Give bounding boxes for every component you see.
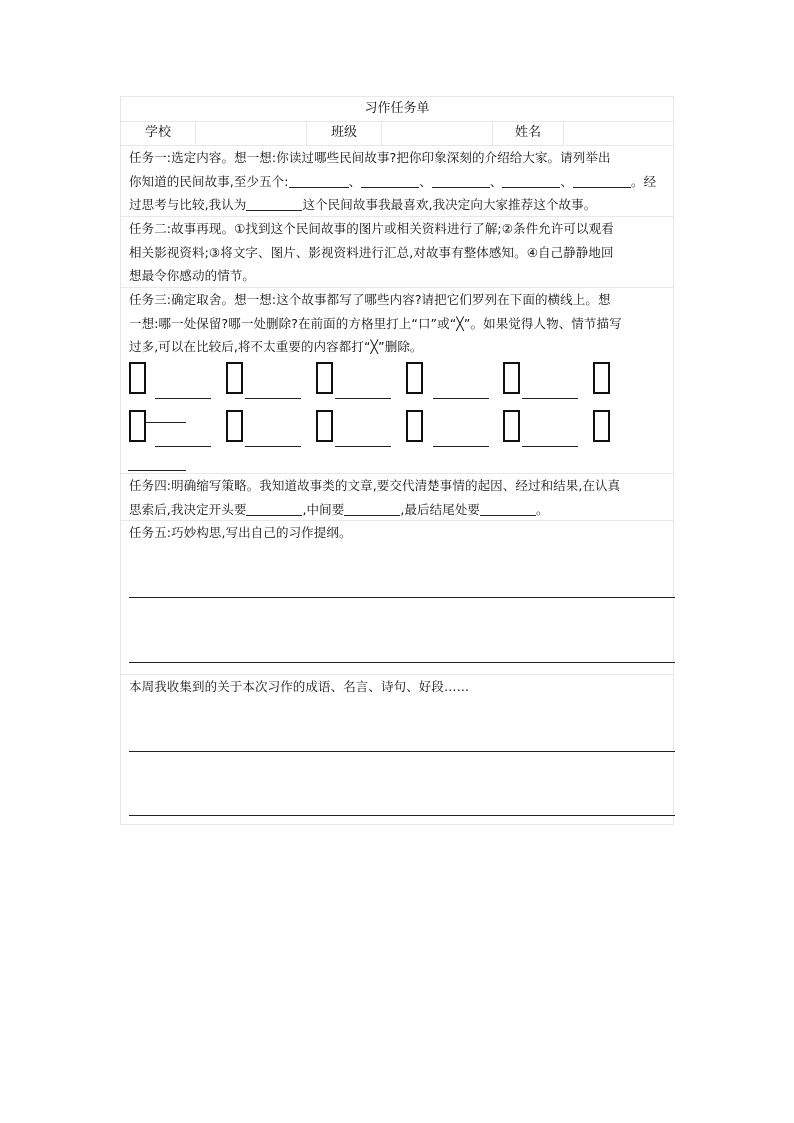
- collection-line1: 本周我收集到的关于本次习作的成语、名言、诗句、好段……: [129, 679, 470, 694]
- content-line[interactable]: [522, 398, 578, 399]
- task2-line2: 相关影视资料;③将文字、图片、影视资料进行汇总,对故事有整体感知。④自己静静地回: [129, 244, 614, 260]
- checkbox[interactable]: [226, 362, 243, 394]
- separator: 、: [419, 173, 432, 189]
- content-line[interactable]: [245, 398, 301, 399]
- content-line[interactable]: [245, 446, 301, 447]
- content-line[interactable]: [335, 398, 391, 399]
- checkbox[interactable]: [316, 410, 333, 442]
- task3-line1: 任务三:确定取舍。想一想:这个故事都写了哪些内容?请把它们罗列在下面的横线上。想: [129, 292, 611, 307]
- content-line[interactable]: [433, 446, 489, 447]
- content-line[interactable]: [146, 422, 186, 423]
- content-line[interactable]: [335, 446, 391, 447]
- task3-section: [129, 288, 669, 359]
- checkbox[interactable]: [593, 362, 610, 394]
- checkbox[interactable]: [406, 362, 423, 394]
- task2-section: [129, 217, 669, 288]
- checkbox[interactable]: [316, 362, 333, 394]
- checkbox[interactable]: [226, 410, 243, 442]
- task2-line3: 想最令你感动的情节。: [129, 268, 256, 283]
- task1-line1: 任务一:选定内容。想一想:你读过哪些民间故事?把你印象深刻的介绍给大家。请列举出: [129, 150, 611, 165]
- class-label: 班级: [330, 125, 357, 140]
- checkbox[interactable]: [129, 362, 146, 394]
- worksheet-title: 习作任务单: [364, 101, 430, 116]
- task4-middle-prompt: ,中间要: [302, 501, 345, 517]
- task4-line2: [129, 498, 669, 522]
- story-blank-2[interactable]: [361, 173, 419, 188]
- task1-line-end: 。经: [631, 173, 657, 189]
- name-label: 姓名: [514, 125, 541, 140]
- school-field[interactable]: [196, 121, 306, 145]
- checkbox[interactable]: [406, 410, 423, 442]
- story-blank-1[interactable]: [289, 173, 349, 188]
- content-line[interactable]: [128, 470, 186, 471]
- writing-line[interactable]: [129, 751, 675, 752]
- opening-blank[interactable]: [246, 501, 302, 516]
- task4-line-end: 。: [536, 501, 549, 517]
- task4-opening-prompt: 思索后,我决定开头要: [129, 501, 247, 517]
- task5-line1: 任务五:巧妙构思,写出自己的习作提纲。: [129, 525, 352, 540]
- writing-line[interactable]: [129, 597, 675, 598]
- task3-line2: 一想:哪一处保留?哪一处删除?在前面的方格里打上“口”或“╳”。如果觉得人物、情节描写: [129, 315, 622, 331]
- content-line[interactable]: [155, 446, 211, 447]
- content-line[interactable]: [155, 398, 211, 399]
- checkbox[interactable]: [129, 410, 146, 442]
- middle-blank[interactable]: [344, 501, 400, 516]
- task1-choice-end: 这个民间故事我最喜欢,我决定向大家推荐这个故事。: [302, 197, 597, 212]
- story-blank-4[interactable]: [502, 173, 560, 188]
- checkbox[interactable]: [503, 410, 520, 442]
- writing-line[interactable]: [129, 662, 675, 663]
- ending-blank[interactable]: [480, 501, 536, 516]
- info-row: [121, 121, 673, 145]
- separator: 、: [560, 173, 574, 189]
- content-line[interactable]: [522, 446, 578, 447]
- task1-prompt: 你知道的民间故事,至少五个:: [129, 173, 289, 189]
- collection-section: [129, 675, 669, 699]
- story-blank-3[interactable]: [432, 173, 490, 188]
- favorite-story-blank[interactable]: [246, 196, 302, 211]
- task2-line1: 任务二:故事再现。①找到这个民间故事的图片或相关资料进行了解;②条件允许可以观看: [129, 221, 614, 236]
- separator: 、: [489, 173, 503, 189]
- checkbox[interactable]: [593, 410, 610, 442]
- content-line[interactable]: [433, 398, 489, 399]
- separator: 、: [348, 173, 362, 189]
- task3-line3: 过多,可以在比较后,将不太重要的内容都打“╳”删除。: [129, 339, 423, 354]
- task4-ending-prompt: ,最后结尾处要: [400, 501, 481, 517]
- class-field[interactable]: [382, 121, 492, 145]
- task1-choice-prompt: 过思考与比较,我认为: [129, 197, 247, 212]
- task1-section: [129, 146, 669, 217]
- task4-line1: 任务四:明确缩写策略。我知道故事类的文章,要交代清楚事情的起因、经过和结果,在认真: [129, 478, 621, 493]
- worksheet-table: [120, 96, 674, 825]
- school-label: 学校: [144, 125, 171, 140]
- story-blank-5[interactable]: [573, 173, 631, 188]
- writing-line[interactable]: [129, 815, 675, 816]
- task4-section: [129, 474, 669, 521]
- task1-line3: [129, 193, 669, 217]
- task5-section: [129, 521, 669, 545]
- name-field[interactable]: [564, 121, 673, 145]
- checkbox[interactable]: [503, 362, 520, 394]
- task1-line2: [129, 170, 669, 194]
